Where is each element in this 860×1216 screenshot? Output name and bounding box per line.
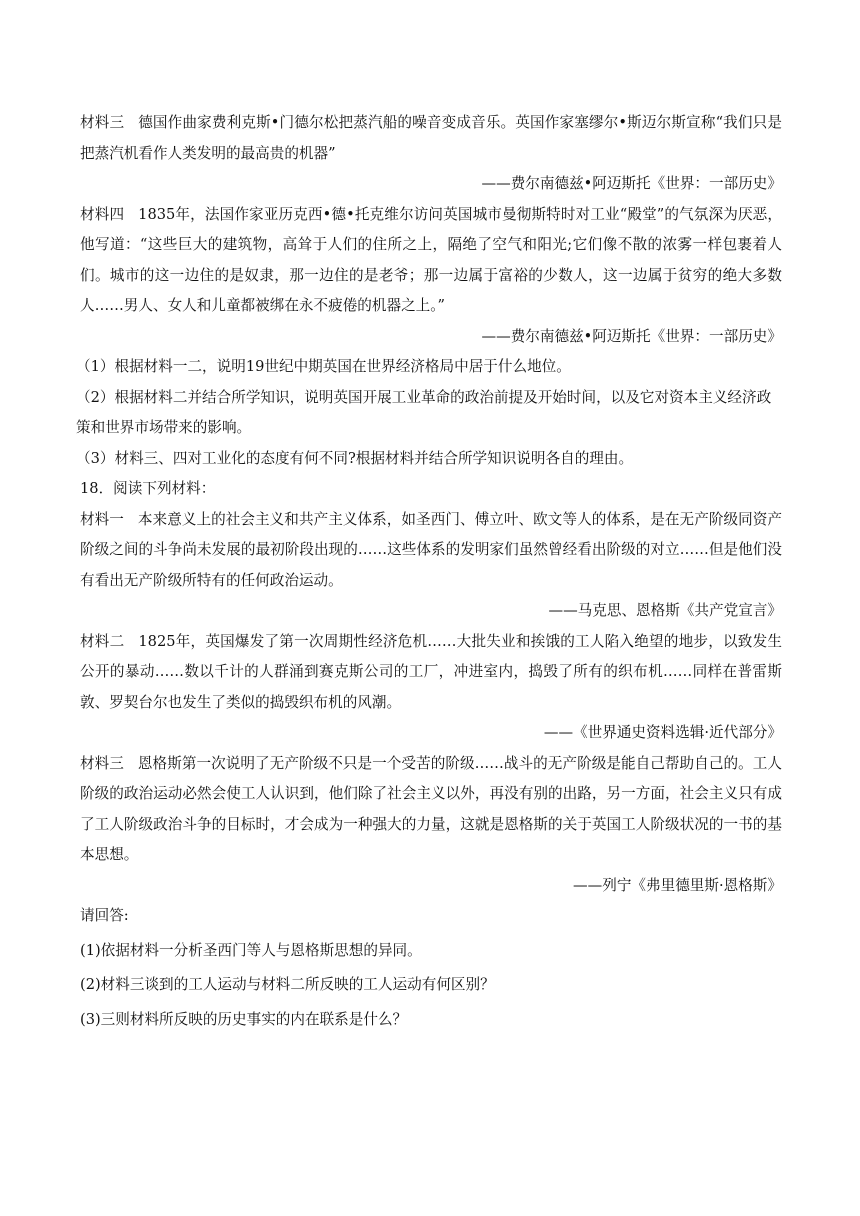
material-label: 材料三 [80,754,124,772]
q18-question-3: (3)三则材料所反映的历史事实的内在联系是什么？ [80,1010,408,1028]
material-label: 材料二 [80,632,125,650]
material-source: ——马克思、恩格斯《共产党宣言》 [548,602,782,619]
q18-heading: 18．阅读下列材料： [80,480,216,497]
q18-prompt: 请回答: [80,907,129,924]
material-label: 材料四 [80,205,125,223]
material-source: ——费尔南德兹•阿迈斯托《世界：一部历史》 [481,327,782,345]
q18-material2 [80,627,782,719]
q17-question-3: （3）材料三、四对工业化的态度有何不同?根据材料并结合所学知识说明各自的理由。 [76,449,634,467]
document-page [76,108,782,1035]
q17-material4 [80,200,782,322]
material-text: 恩格斯第一次说明了无产阶级不只是一个受苦的阶级……战斗的无产阶级是能自己帮助自己的。工人阶级的政治运动必然会使工人认识到，他们除了社会主义以外，再没有别的出路，另一方面，社会主义只有成了工人阶级政治斗争的目标时，才会成为一种强大的力量，这就是恩格斯的关于英国工人阶级状况的一书的基本思想。 [80,754,782,863]
material-text: 1835年，法国作家亚历克西•德•托克维尔访问英国城市曼彻斯特时对工业“殿堂”的气氛深为厌恶，他写道：“这些巨大的建筑物，高耸于人们的住所之上，隔绝了空气和阳光;它们像不散的浓雾一样包裹着人们。城市的这一边住的是奴隶，那一边住的是老爷；那一边属于富裕的少数人，这一边属于贫穷的绝大多数人……男人、女人和儿童都被绑在永不疲倦的机器之上。” [80,205,782,314]
material-source: ——《世界通史资料选辑·近代部分》 [543,724,782,741]
material-text: 1825年，英国爆发了第一次周期性经济危机……大批失业和挨饿的工人陷入绝望的地步，以致发生公开的暴动……数以千计的人群涌到赛克斯公司的工厂，冲进室内，捣毁了所有的织布机……同样在普雷斯敦、罗契台尔也发生了类似的捣毁织布机的风潮。 [80,632,782,711]
q18-material3 [80,749,782,871]
q17-question-2: （2）根据材料二并结合所学知识，说明英国开展工业革命的政治前提及开始时间，以及它对资本主义经济政策和世界市场带来的影响。 [76,388,772,436]
q18-question-1: (1)依据材料一分析圣西门等人与恩格斯思想的异同。 [80,941,422,959]
material-label: 材料一 [80,510,124,528]
q18-question-2: (2)材料三谈到的工人运动与材料二所反映的工人运动有何区别？ [80,976,495,993]
material-label: 材料三 [80,114,125,131]
material-source: ——费尔南德兹•阿迈斯托《世界：一部历史》 [481,175,782,192]
q17-question-1: （1）根据材料一二，说明19世纪中期英国在世界经济格局中居于什么地位。 [76,358,571,375]
q18-material1 [80,505,782,597]
material-source: ——列宁《弗里德里斯·恩格斯》 [573,876,782,894]
material-text: 本来意义上的社会主义和共产主义体系，如圣西门、傅立叶、欧文等人的体系，是在无产阶级同资产阶级之间的斗争尚未发展的最初阶段出现的……这些体系的发明家们虽然曾经看出阶级的对立……但是他们没有看出无产阶级所特有的任何政治运动。 [80,510,782,589]
q17-material3 [80,108,782,169]
material-text: 德国作曲家费利克斯•门德尔松把蒸汽船的噪音变成音乐。英国作家塞缪尔•斯迈尔斯宣称“我们只是把蒸汽机看作人类发明的最高贵的机器” [80,114,782,162]
